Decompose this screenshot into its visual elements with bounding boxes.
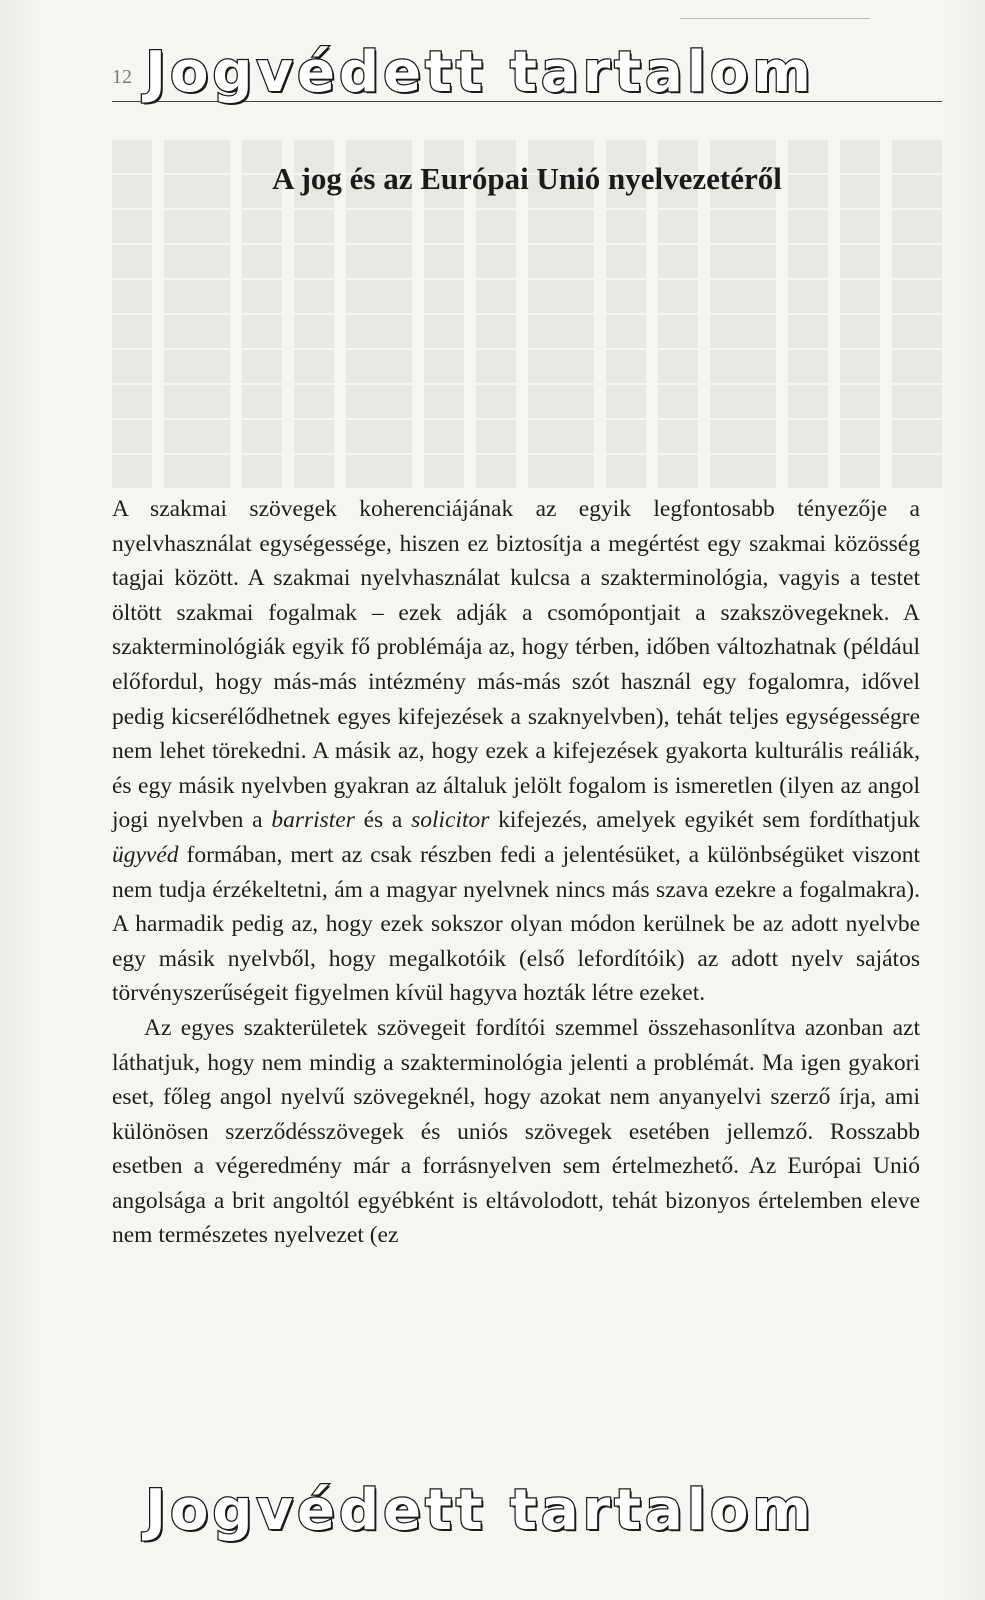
top-divider-faint (680, 18, 870, 19)
watermark-top: Jogvédett tartalom (145, 40, 815, 105)
paragraph-1-part-c: kifejezés, amelyek egyikét sem fordíthatjuk (489, 807, 920, 834)
paragraph-1-part-a: A szakmai szövegek koherenciájának az egyik legfontosabb tényezője a nyelvhasználat egységessége, hiszen ez biztosítja a megértést egy szakmai közösség tagjai között. A szakmai nyelvhasználat kulcsa a szakterminológia, vagyis a testet öltött szakmai fogalmak – ezek adják a csomópontjait a szakszövegeknek. A szakterminológiák egyik fő problémája az, hogy térben, időben változhatnak (például előfordul, hogy más-más intézmény más-más szót használ egy fogalomra, idővel pedig kicserélődhetnek egyes kifejezések a szaknyelvben), tehát teljes egységességre nem lehet törekedni. A másik az, hogy ezek a kifejezések gyakorta kulturális reáliák, és egy másik nyelvben gyakran az általuk jelölt fogalom is ismeretlen (ilyen az angol jogi nyelvben a (112, 496, 920, 834)
term-ugyved: ügyvéd (112, 841, 179, 868)
watermark-bottom: Jogvédett tartalom (145, 1478, 815, 1543)
term-barrister: barrister (271, 807, 355, 834)
chapter-title: A jog és az Európai Unió nyelvezetéről (272, 160, 782, 196)
term-solicitor: solicitor (411, 807, 490, 834)
page-number: 12 (112, 66, 132, 88)
paragraph-1-part-b: és a (354, 807, 412, 834)
paragraph-1-part-d: formában, mert az csak részben fedi a jelentésüket, a különbségüket viszont nem tudja érzékeltetni, ám a magyar nyelvnek nincs más szava ezekre a fogalmakra). A harmadik pedig az, hogy ezek sokszor olyan módon kerülnek be az adott nyelvbe egy másik nyelvből, hogy megalkotóik (első lefordítóik) az adott nyelv sajátos törvényszerűségeit figyelmen kívül hagyva hozták létre ezeket. (112, 841, 920, 1007)
paragraph-1 (112, 492, 920, 1011)
paragraph-2: Az egyes szakterületek szövegeit fordítói szemmel összehasonlítva azonban azt láthatjuk, hogy nem mindig a szakterminológia jelenti a problémát. Ma igen gyakori eset, főleg angol nyelvű szövegeknél, hogy azokat nem anyanyelvi szerző írja, ami különösen szerződésszövegek és uniós szövegek esetében jellemző. Rosszabb esetben a végeredmény már a forrásnyelven sem értelmezhető. Az Európai Unió angolsága a brit angoltól egyébként is eltávolodott, tehát bizonyos értelemben eleve nem természetes nyelvezet (ez (112, 1014, 920, 1249)
body-text (112, 492, 920, 1253)
